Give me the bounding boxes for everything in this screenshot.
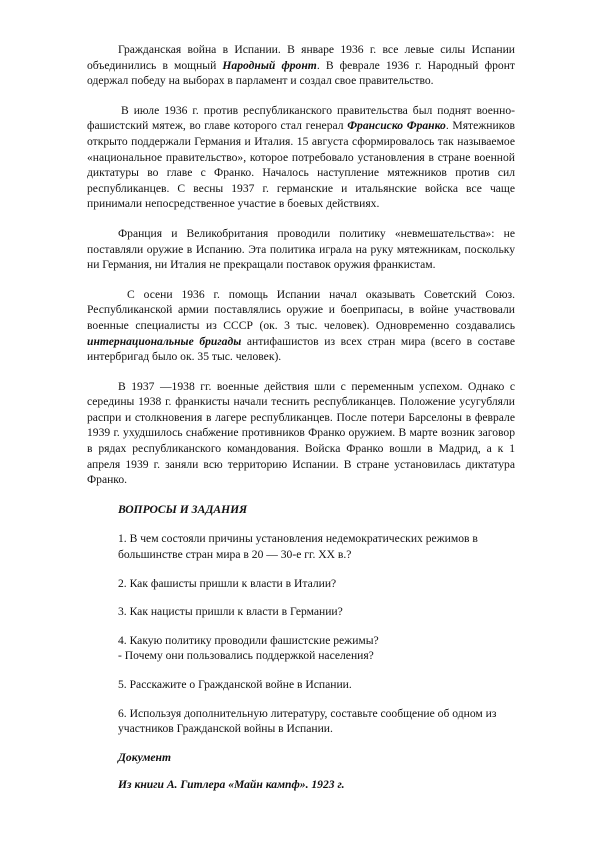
term-popular-front: Народный фронт xyxy=(222,58,317,72)
paragraph-text: В июле 1936 г. против республиканского правительства был поднят военно-фашистский мятеж, во главе которого стал генерал xyxy=(87,103,515,133)
paragraph-text: антифашистов из всех стран мира (всего в составе интербригад было ок. 35 тыс. человек). xyxy=(87,334,516,364)
question-line: 6. Используя дополнительную литературу, составьте сообщение об одном из xyxy=(118,706,497,720)
question-4 xyxy=(118,633,515,664)
question-line: 2. Как фашисты пришли к власти в Италии? xyxy=(118,576,337,590)
paragraph-text: С осени 1936 г. помощь Испании начал оказывать Советский Союз. Республиканской армии поставлялись оружие и боеприпасы, в войне участвовали военные специалисты из СССР (ок. 3 тыс. человек). Одновременно создавались xyxy=(87,287,515,332)
paragraph-text: Гражданская война в Испании. В январе 1936 г. все левые силы Испании объединились в мощный xyxy=(87,43,515,72)
question-line: - Почему они пользовались поддержкой населения? xyxy=(118,649,374,663)
paragraph-war-outcome: В 1937 —1938 гг. военные действия шли с переменным успехом. Однако с середины 1938 г. франкисты начали теснить республиканцев. Положение усугубляли распри и столкновения в лагере республиканцев. После потери Барселоны в феврале 1939 г. ухудшилось снабжение противников Франко оружием. В марте возник заговор в рядах республиканского командования. Войска Франко вошли в Мадрид, а к 1 апреля 1939 г. заняли всю территорию Испании. В стране установилась диктатура Франко. xyxy=(87,379,515,487)
question-2 xyxy=(118,576,515,592)
paragraph-popular-front xyxy=(87,42,515,89)
question-line: 3. Как нацисты пришли к власти в Германии? xyxy=(118,605,343,619)
question-line: 4. Какую политику проводили фашистские режимы? xyxy=(118,633,379,647)
document-source: Из книги А. Гитлера «Майн кампф». 1923 г. xyxy=(118,778,345,792)
document-label: Документ xyxy=(118,750,171,764)
paragraph-soviet-help xyxy=(87,287,515,365)
paragraph-text: . В феврале 1936 г. Народный фронт одержал победу на выборах в парламент и создал свое правительство. xyxy=(87,58,516,88)
question-line: 1. В чем состояли причины установления недемократических режимов в xyxy=(118,532,478,546)
question-3 xyxy=(118,604,515,620)
term-francisco-franco: Франсиско Франко xyxy=(347,119,446,133)
paragraph-franco-mutiny xyxy=(87,103,515,212)
question-line: большинстве стран мира в 20 — 30-е гг. XX в.? xyxy=(118,548,352,562)
question-line: участников Гражданской войны в Испании. xyxy=(118,722,333,736)
paragraph-text: . Мятежников открыто поддержали Германия и Италия. 15 августа сформировалось так называемое «национальное правительство», которое потребовало установления в стране военной диктатуры во главе с Франко. Началось наступление мятежников против сил республиканцев. С весны 1937 г. германские и итальянские войска все чаще принимали непосредственное участие в боевых действиях. xyxy=(87,119,515,211)
paragraph-non-intervention: Франция и Великобритания проводили политику «невмешательства»: не поставляли оружие в Испанию. Эта политика играла на руку мятежникам, поскольку ни Германия, ни Италия не прекращали поставок оружия франкистам. xyxy=(87,226,515,272)
question-6 xyxy=(118,706,515,737)
term-international-brigades: интернациональные бригады xyxy=(87,334,242,348)
question-5 xyxy=(118,677,515,693)
question-1 xyxy=(118,531,515,562)
questions-heading: ВОПРОСЫ И ЗАДАНИЯ xyxy=(118,502,248,516)
question-line: 5. Расскажите о Гражданской войне в Испании. xyxy=(118,678,352,691)
page xyxy=(87,42,515,793)
